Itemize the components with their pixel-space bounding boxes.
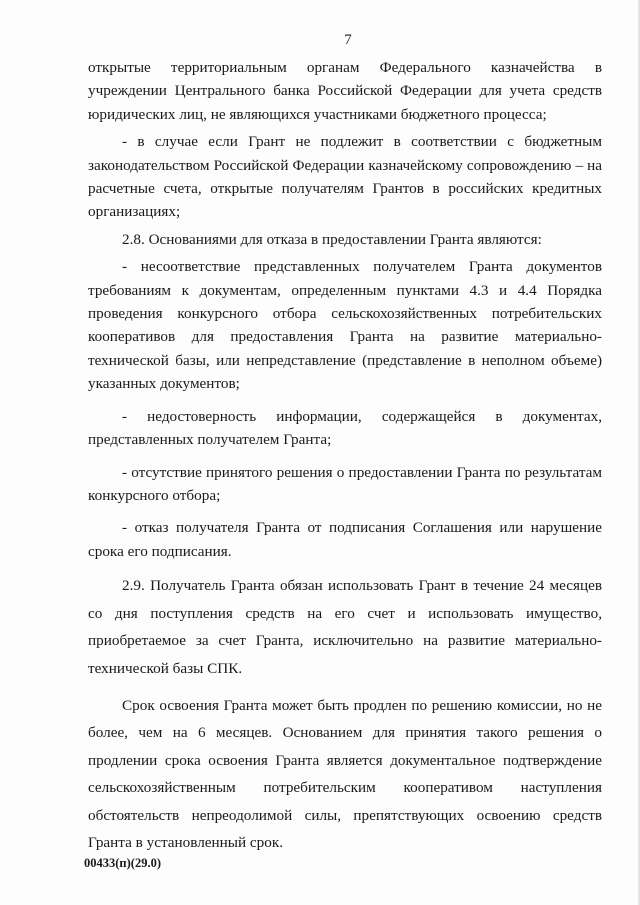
paragraph-refusal-noncompliance: - несоответствие представленных получателем Гранта документов требованиям к документам, определенным пунктами 4.3 и 4.4 Порядка проведения конкурсного отбора сельскохозяйственных потребительских кооперативов для предоставления Гранта на развитие материально-технической базы, или непредставление (представление в неполном объеме) указанных документов; — [88, 258, 602, 393]
document-body — [88, 56, 602, 857]
page-number: 7 — [344, 32, 352, 48]
paragraph-refusal-agreement: - отказ получателя Гранта от подписания Соглашения или нарушение срока его подписания. — [88, 519, 602, 560]
paragraph-refusal-no-decision: - отсутствие принятого решения о предоставлении Гранта по результатам конкурсного отбора; — [88, 463, 602, 504]
paragraph-accounts-continuation: открытые территориальным органам Федерального казначейства в учреждении Центрального банка Российской Федерации для учета средств юридических лиц, не являющихся участниками бюджетного процесса; — [88, 59, 602, 123]
paragraph-refusal-unreliable-info: - недостоверность информации, содержащейся в документах, представленных получателем Гранта; — [88, 407, 602, 449]
paragraph-term-extension: Срок освоения Гранта может быть продлен по решению комиссии, но не более, чем на 6 месяцев. Основанием для принятия такого решения о продлении срока освоения Гранта является документальное подтверждение сельскохозяйственным потребительским кооперативом наступления обстоятельств непреодолимой силы, препятствующих освоению средств Гранта в установленный срок. — [88, 696, 602, 852]
paragraph-2-9-obligation: 2.9. Получатель Гранта обязан использовать Грант в течение 24 месяцев со дня поступления средств на его счет и использовать имущество, приобретаемое за счет Гранта, исключительно на развитие материально-технической базы СПК. — [88, 577, 602, 677]
document-code: 00433(п)(29.0) — [84, 856, 161, 870]
paragraph-settlement-accounts: - в случае если Грант не подлежит в соответствии с бюджетным законодательством Российской Федерации казначейскому сопровождению – на расчетные счета, открытые получателям Грантов в российских кредитных организациях; — [88, 133, 602, 221]
paragraph-2-8-heading: 2.8. Основаниями для отказа в предоставлении Гранта являются: — [122, 230, 542, 248]
